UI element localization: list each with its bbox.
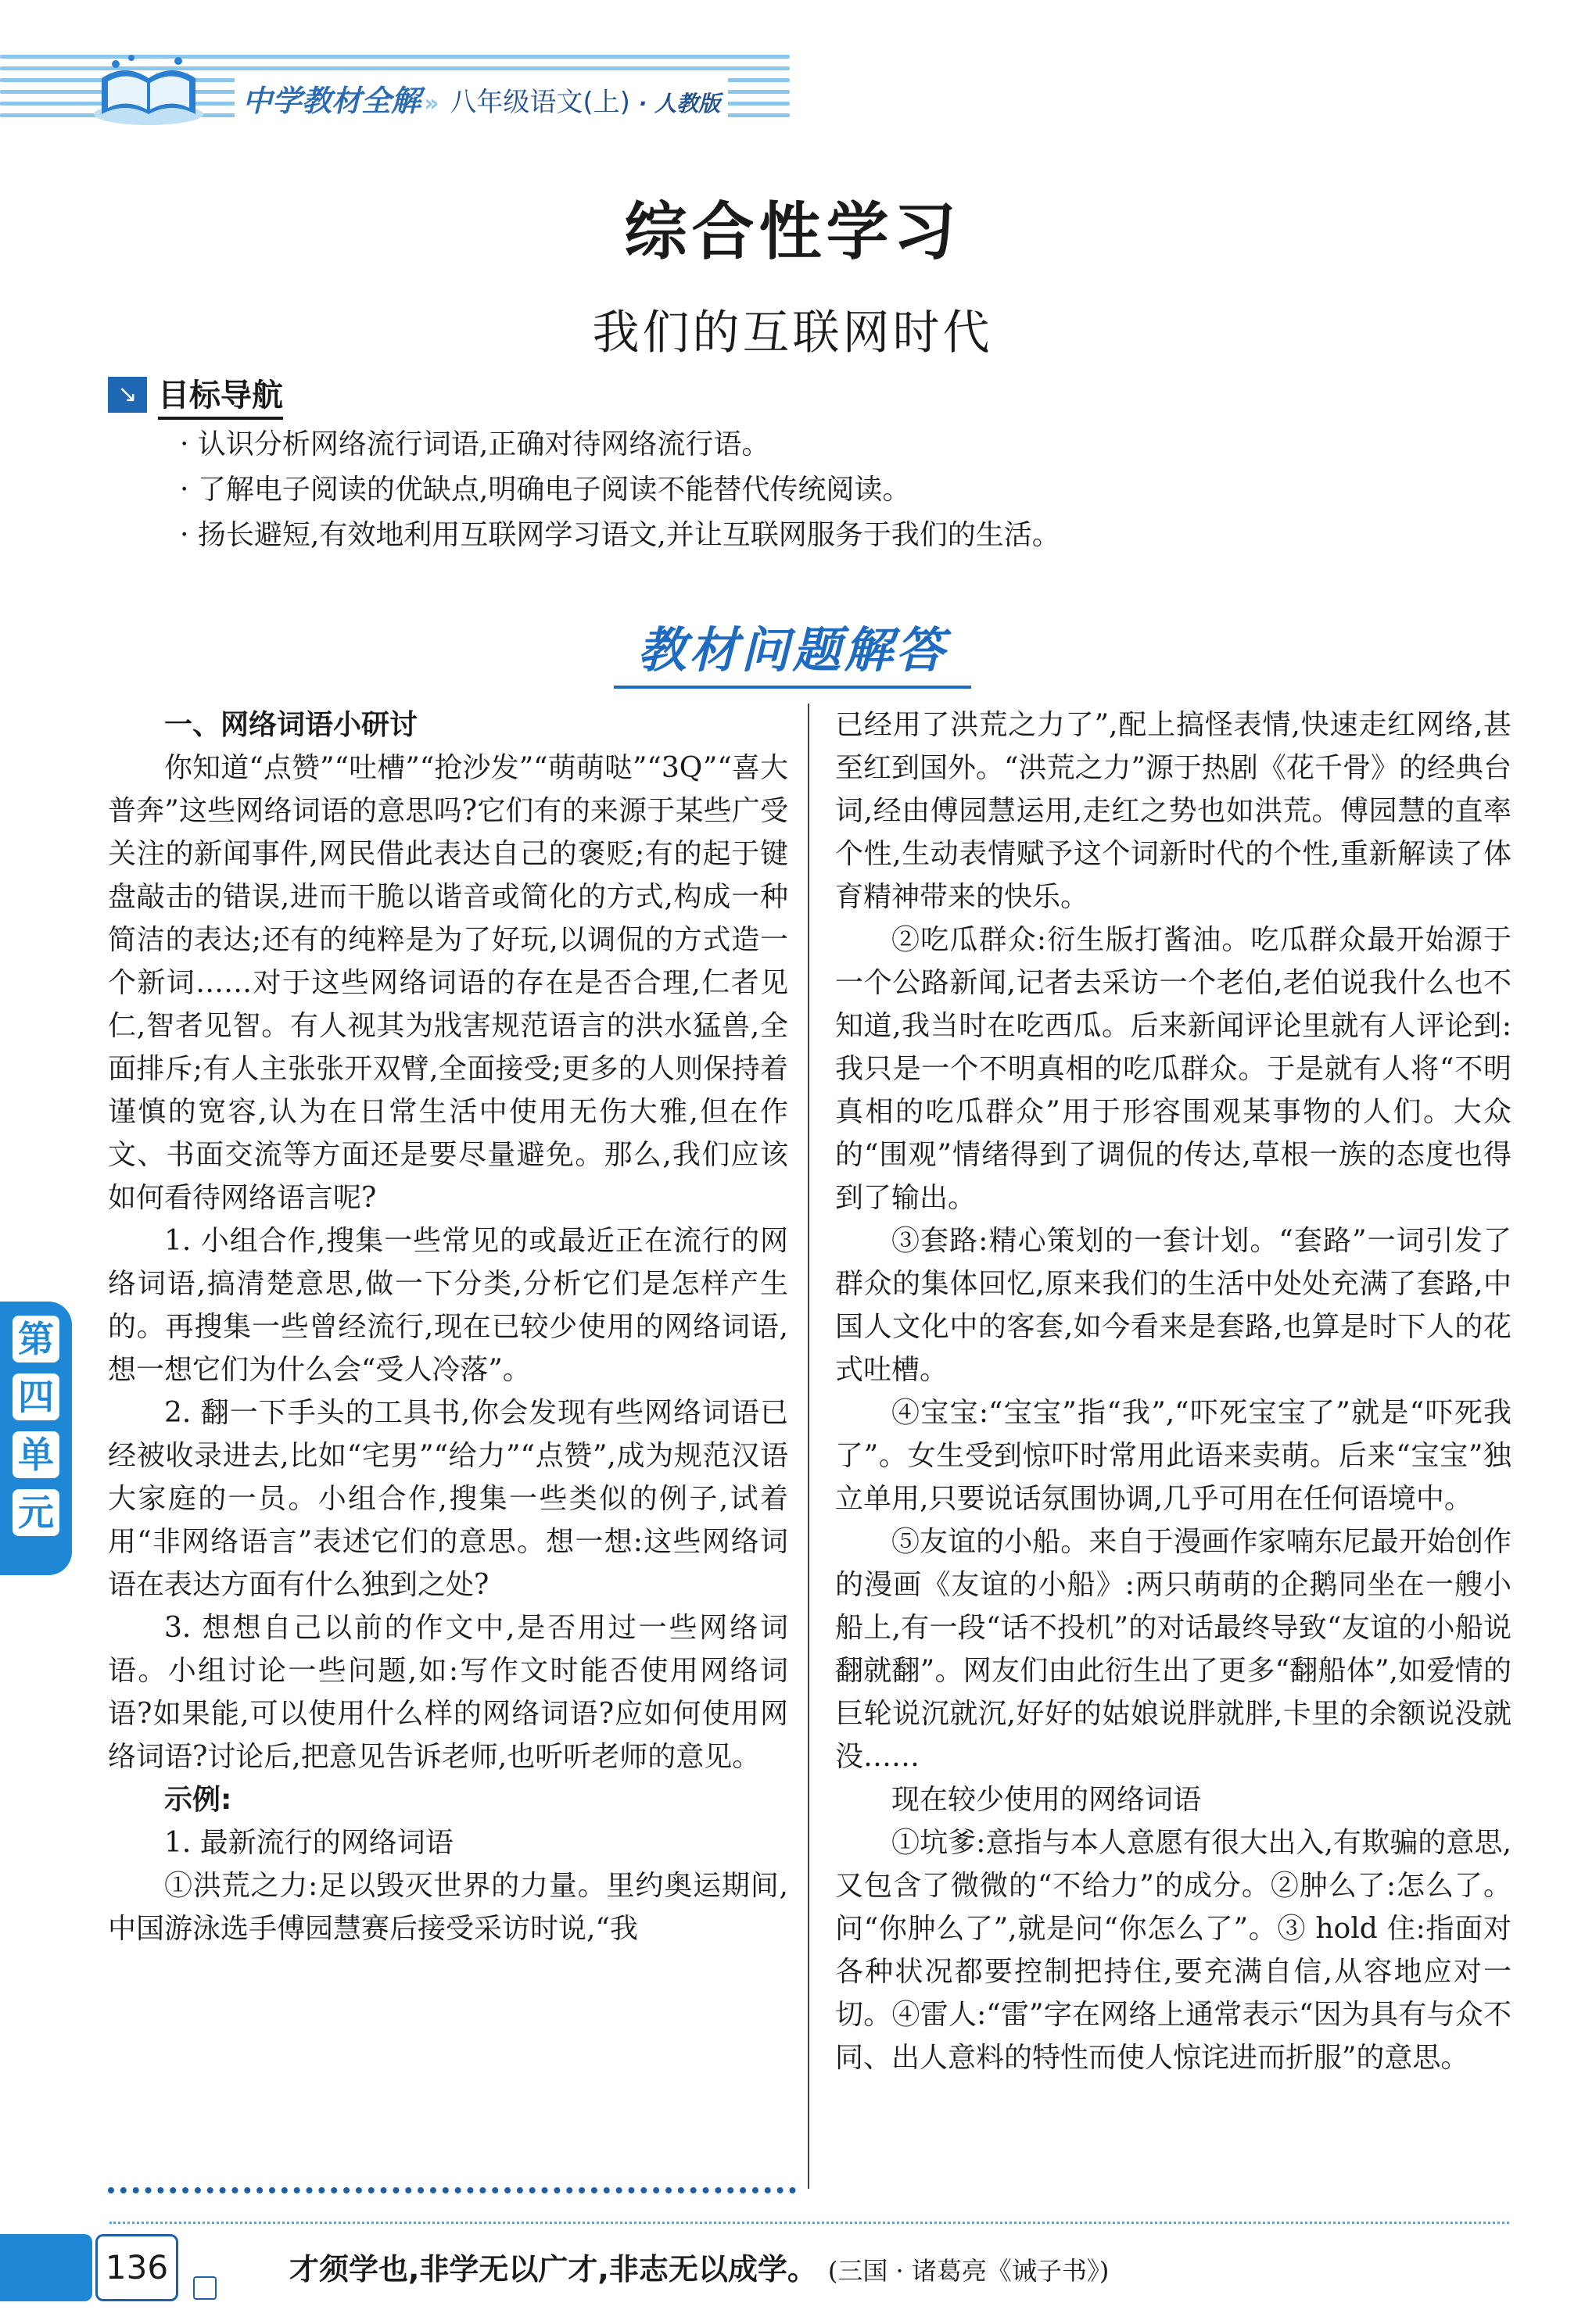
column-divider xyxy=(808,704,809,2189)
paragraph: 已经用了洪荒之力了”,配上搞怪表情,快速走红网络,甚至红到国外。“洪荒之力”源于热剧《花千骨》的经典台词,经由傅园慧运用,走红之势也如洪荒。傅园慧的直率个性,生动表情赋予这个词新时代的个性,重新解读了体育精神带来的快乐。 xyxy=(835,709,1511,913)
page-subtitle: 我们的互联网时代 xyxy=(592,306,993,360)
goal-navigation-heading xyxy=(108,375,283,414)
example-label: 示例: xyxy=(164,1784,232,1816)
goal-item: · 认识分析网络流行词语,正确对待网络流行语。 xyxy=(180,422,1470,467)
section-heading: 一、网络词语小研讨 xyxy=(164,709,418,741)
page-header xyxy=(0,0,1585,149)
dotted-rule xyxy=(108,2187,796,2193)
unit-tab-char: 四 xyxy=(13,1373,59,1420)
square-icon xyxy=(193,2276,217,2300)
quote-source: (三国 · 诸葛亮《诫子书》) xyxy=(827,2256,1110,2286)
left-column xyxy=(108,704,788,1950)
unit-tab-char: 单 xyxy=(13,1431,59,1478)
section-banner xyxy=(0,611,1585,689)
book-series-title: 中学教材全解 » 八年级语文(上) · 人教版 xyxy=(235,77,728,120)
paragraph: ②吃瓜群众:衍生版打酱油。吃瓜群众最开始源于一个公路新闻,记者去采访一个老伯,老伯说我什么也不知道,我当时在吃西瓜。后来新闻评论里就有人评论到:我只是一个不明真相的吃瓜群众。于是就有人将“不明真相的吃瓜群众”用于形容围观某事物的人们。大众的“围观”情绪得到了调侃的传达,草根一族的态度也得到了输出。 xyxy=(835,924,1511,1214)
quote-text: 才须学也,非学无以广才,非志无以成学。 xyxy=(289,2252,817,2286)
goal-item: · 扬长避短,有效地利用互联网学习语文,并让互联网服务于我们的生活。 xyxy=(180,513,1470,558)
goal-title: 目标导航 xyxy=(158,371,283,420)
paragraph: 你知道“点赞”“吐槽”“抢沙发”“萌萌哒”“3Q”“喜大普奔”这些网络词语的意思吗?它们有的来源于某些广受关注的新闻事件,网民借此表达自己的褒贬;有的起于键盘敲击的错误,进而干脆以谐音或简化的方式,构成一种简洁的表达;还有的纯粹是为了好玩,以调侃的方式造一个新词……对于这些网络词语的存在是否合理,仁者见仁,智者见智。有人视其为戕害规范语言的洪水猛兽,全面排斥;有人主张张开双臂,全面接受;更多的人则保持着谨慎的宽容,认为在日常生活中使用无伤大雅,但在作文、书面交流等方面还是要尽量避免。那么,我们应该如何看待网络语言呢? xyxy=(108,752,788,1214)
goal-item: · 了解电子阅读的优缺点,明确电子阅读不能替代传统阅读。 xyxy=(180,467,1470,513)
page-title: 综合性学习 xyxy=(624,195,961,268)
page-number: 136 xyxy=(95,2234,178,2301)
goal-list xyxy=(180,422,1470,558)
unit-tab-char: 第 xyxy=(13,1316,59,1363)
paragraph: ④宝宝:“宝宝”指“我”,“吓死宝宝了”就是“吓死我了”。女生受到惊吓时常用此语来卖萌。后来“宝宝”独立单用,只要说话氛围协调,几乎可用在任何语境中。 xyxy=(835,1397,1511,1515)
edition-label: · 人教版 xyxy=(638,91,721,116)
paragraph: ③套路:精心策划的一套计划。“套路”一词引发了群众的集体回忆,原来我们的生活中处处充满了套路,中国人文化中的客套,如今看来是套路,也算是时下人的花式吐槽。 xyxy=(835,1225,1511,1386)
unit-side-tab xyxy=(0,1302,72,1575)
grade-subject: 八年级语文(上) xyxy=(450,87,630,118)
paragraph: 1. 小组合作,搜集一些常见的或最近正在流行的网络词语,搞清楚意思,做一下分类,分析它们是怎样产生的。再搜集一些曾经流行,现在已较少使用的网络词语,想一想它们为什么会“受人冷落”。 xyxy=(108,1225,788,1386)
paragraph: ①坑爹:意指与本人意愿有很大出入,有欺骗的意思,又包含了微微的“不给力”的成分。②肿么了:怎么了。问“你肿么了”,就是问“你怎么了”。③ hold 住:指面对各种状况都要控制把持住,要充满自信,从容地应对一切。④雷人:“雷”字在网络上通常表示“因为具有与众不同、出人意料的特性而使人惊诧进而折服”的意思。 xyxy=(835,1827,1511,2074)
subheading: 现在较少使用的网络词语 xyxy=(891,1784,1202,1816)
example-subheading: 1. 最新流行的网络词语 xyxy=(164,1827,454,1859)
paragraph: ⑤友谊的小船。来自于漫画作家喃东尼最开始创作的漫画《友谊的小船》:两只萌萌的企鹅同坐在一艘小船上,有一段“话不投机”的对话最终导致“友谊的小船说翻就翻”。网友们由此衍生出了更多“翻船体”,如爱情的巨轮说沉就沉,好好的姑娘说胖就胖,卡里的余额说没就没…… xyxy=(835,1526,1511,1773)
right-column xyxy=(835,704,1511,2079)
chevron-icon: » xyxy=(424,90,439,117)
footer-rule xyxy=(109,2222,1509,2224)
paragraph: ①洪荒之力:足以毁灭世界的力量。里约奥运期间,中国游泳选手傅园慧赛后接受采访时说,“我 xyxy=(108,1870,788,1945)
open-book-logo-icon xyxy=(86,47,211,133)
arrow-down-right-icon: ↘ xyxy=(108,377,147,413)
paragraph: 3. 想想自己以前的作文中,是否用过一些网络词语。小组讨论一些问题,如:写作文时能否使用网络词语?如果能,可以使用什么样的网络词语?应如何使用网络词语?讨论后,把意见告诉老师,也听听老师的意见。 xyxy=(108,1612,788,1773)
section-title: 教材问题解答 xyxy=(614,611,970,689)
footer-quote xyxy=(289,2245,1109,2288)
page-number-tab xyxy=(0,2234,92,2301)
paragraph: 2. 翻一下手头的工具书,你会发现有些网络词语已经被收录进去,比如“宅男”“给力”“点赞”,成为规范汉语大家庭的一员。小组合作,搜集一些类似的例子,试着用“非网络语言”表述它们的意思。想一想:这些网络词语在表达方面有什么独到之处? xyxy=(108,1397,788,1601)
unit-tab-char: 元 xyxy=(13,1489,59,1536)
